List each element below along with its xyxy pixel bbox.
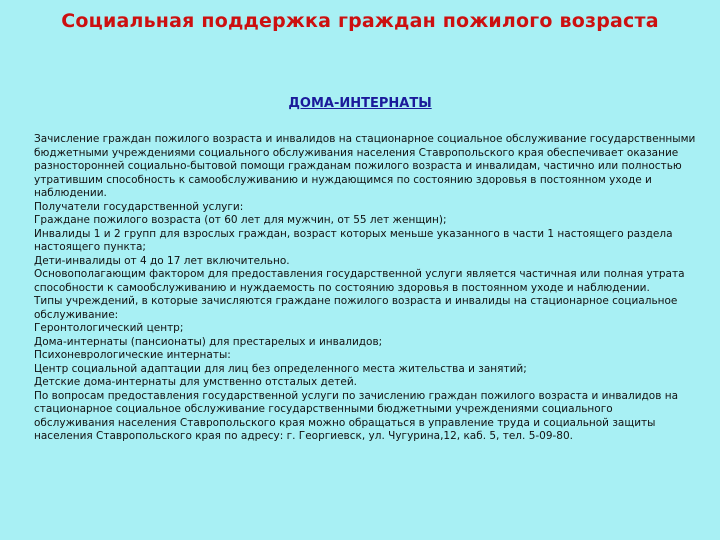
body-line: Типы учреждений, в которые зачисляются граждане пожилого возраста и инвалиды на стационарное социальное: [34, 295, 678, 307]
body-line: По вопросам предоставления государственной услуги по зачислению граждан пожилого возраста и инвалидов на: [34, 389, 679, 402]
body-line: населения Ставропольского края по адресу: г. Георгиевск, ул. Чугурина,12, каб. 5, тел. 5-09-80.: [34, 430, 574, 442]
body-line: Психоневрологические интернаты:: [34, 349, 231, 361]
body-line: настоящего пункта;: [34, 241, 146, 253]
body-line: Зачисление граждан пожилого возраста и инвалидов на стационарное социальное обслуживание государственными: [34, 133, 696, 145]
body-line: Инвалиды 1 и 2 групп для взрослых граждан, возраст которых меньше указанного в части 1 настоящего раздела: [34, 227, 673, 240]
body-line: способности к самообслуживанию и нуждаемость по состоянию здоровья в постоянном уходе и наблюдении.: [34, 281, 650, 294]
body-line: Основополагающим фактором для предоставления государственной услуги является частичная или полная утрата: [34, 268, 685, 280]
body-text: [34, 133, 702, 444]
body-line: Дети-инвалиды от 4 до 17 лет включительно.: [34, 254, 290, 267]
body-line: Получатели государственной услуги:: [34, 200, 244, 213]
body-line: Геронтологический центр;: [34, 322, 184, 334]
body-line: Центр социальной адаптации для лиц без определенного места жительства и занятий;: [34, 362, 527, 375]
body-line: утратившим способность к самообслуживанию и нуждающимся по состоянию здоровья в постоянном уходе и: [34, 173, 652, 186]
body-line: разносторонней социально-бытовой помощи гражданам пожилого возраста и инвалидам, частично или полностью: [34, 160, 682, 172]
body-line: наблюдении.: [34, 187, 107, 199]
body-line: обслуживание:: [34, 308, 119, 321]
body-line: стационарное социальное обслуживание государственными бюджетными учреждениями социального: [34, 403, 613, 415]
body-line: Дома-интернаты (пансионаты) для престарелых и инвалидов;: [34, 335, 383, 348]
body-line: бюджетными учреждениями социального обслуживания населения Ставропольского края обеспечивает оказание: [34, 146, 679, 159]
body-line: обслуживания населения Ставропольского края можно обращаться в управление труда и социальной защиты: [34, 416, 656, 429]
body-line: Граждане пожилого возраста (от 60 лет для мужчин, от 55 лет женщин);: [34, 214, 447, 226]
body-line: Детские дома-интернаты для умственно отсталых детей.: [34, 376, 357, 388]
slide-title: Социальная поддержка граждан пожилого возраста: [61, 10, 659, 32]
section-heading: ДОМА-ИНТЕРНАТЫ: [288, 96, 432, 111]
